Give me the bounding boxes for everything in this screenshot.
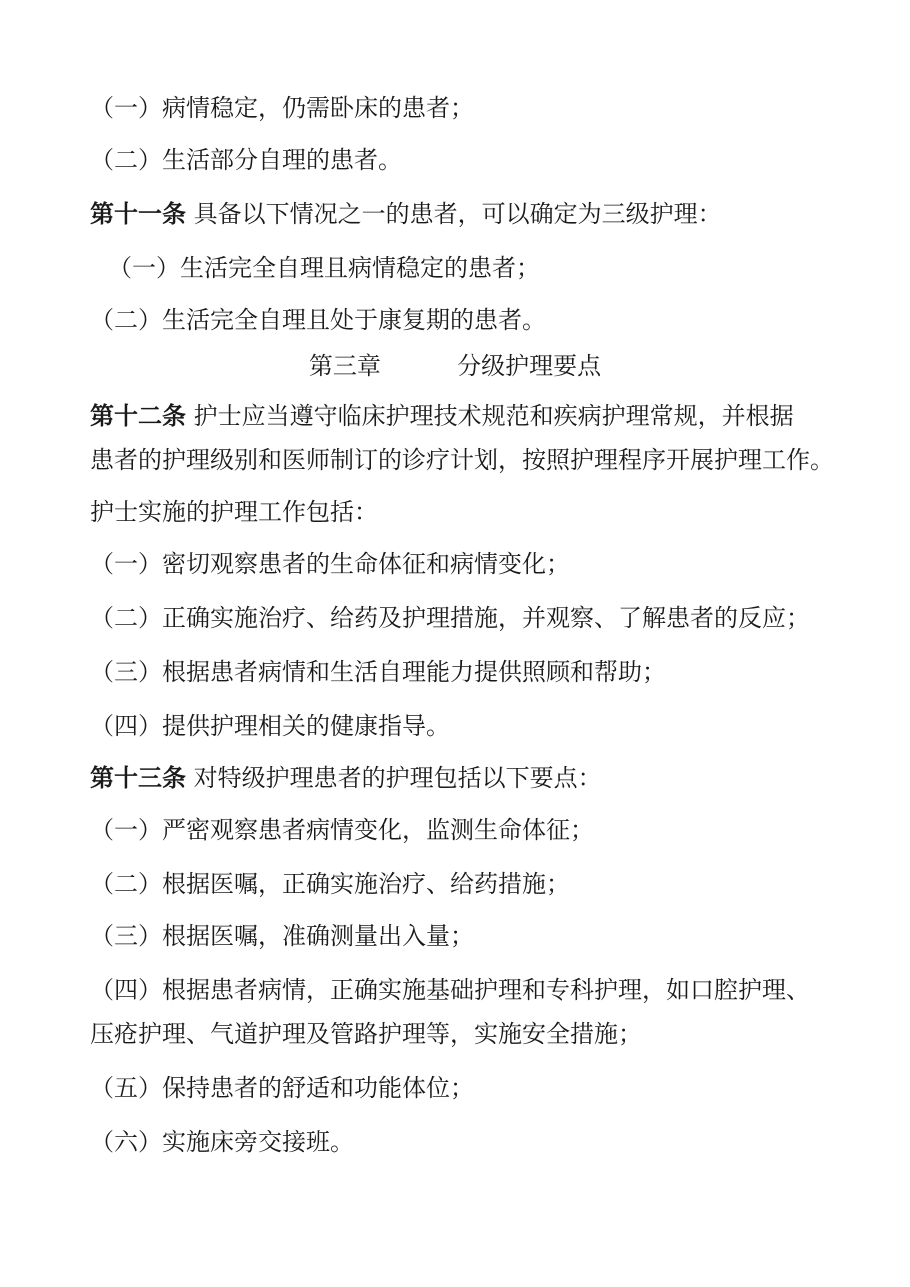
list-item: （五）保持患者的舒适和功能体位； (90, 1074, 474, 1102)
article-paragraph: 第十三条 对特级护理患者的护理包括以下要点： (90, 764, 602, 792)
list-item: （六）实施床旁交接班。 (90, 1128, 354, 1156)
paragraph-line: 压疮护理、气道护理及管路护理等，实施安全措施； (90, 1020, 642, 1048)
article-number: 第十二条 (90, 402, 186, 430)
list-item: （一）生活完全自理且病情稳定的患者； (108, 254, 540, 282)
chapter-heading (0, 350, 910, 382)
chapter-number: 第三章 (308, 352, 381, 380)
paragraph-line: 护士实施的护理工作包括： (90, 498, 378, 526)
list-item: （三）根据患者病情和生活自理能力提供照顾和帮助； (90, 658, 666, 686)
list-item: （四）提供护理相关的健康指导。 (90, 712, 450, 740)
list-item: （一）密切观察患者的生命体征和病情变化； (90, 550, 570, 578)
article-paragraph: 第十二条 护士应当遵守临床护理技术规范和疾病护理常规，并根据 (90, 402, 794, 430)
list-item: （一）病情稳定，仍需卧床的患者； (90, 94, 474, 122)
chapter-title: 分级护理要点 (457, 352, 602, 380)
list-item: （二）生活完全自理且处于康复期的患者。 (90, 306, 546, 334)
list-item: （二）根据医嘱，正确实施治疗、给药措施； (90, 870, 570, 898)
list-item: （四）根据患者病情，正确实施基础护理和专科护理，如口腔护理、 (90, 976, 810, 1004)
article-paragraph: 第十一条 具备以下情况之一的患者，可以确定为三级护理： (90, 200, 722, 228)
paragraph-line: 患者的护理级别和医师制订的诊疗计划，按照护理程序开展护理工作。 (90, 446, 834, 474)
article-number: 第十三条 (90, 764, 186, 792)
list-item: （一）严密观察患者病情变化，监测生命体征； (90, 816, 594, 844)
article-number: 第十一条 (90, 200, 186, 228)
list-item: （三）根据医嘱，准确测量出入量； (90, 922, 474, 950)
list-item: （二）正确实施治疗、给药及护理措施，并观察、了解患者的反应； (90, 604, 810, 632)
list-item: （二）生活部分自理的患者。 (90, 146, 402, 174)
